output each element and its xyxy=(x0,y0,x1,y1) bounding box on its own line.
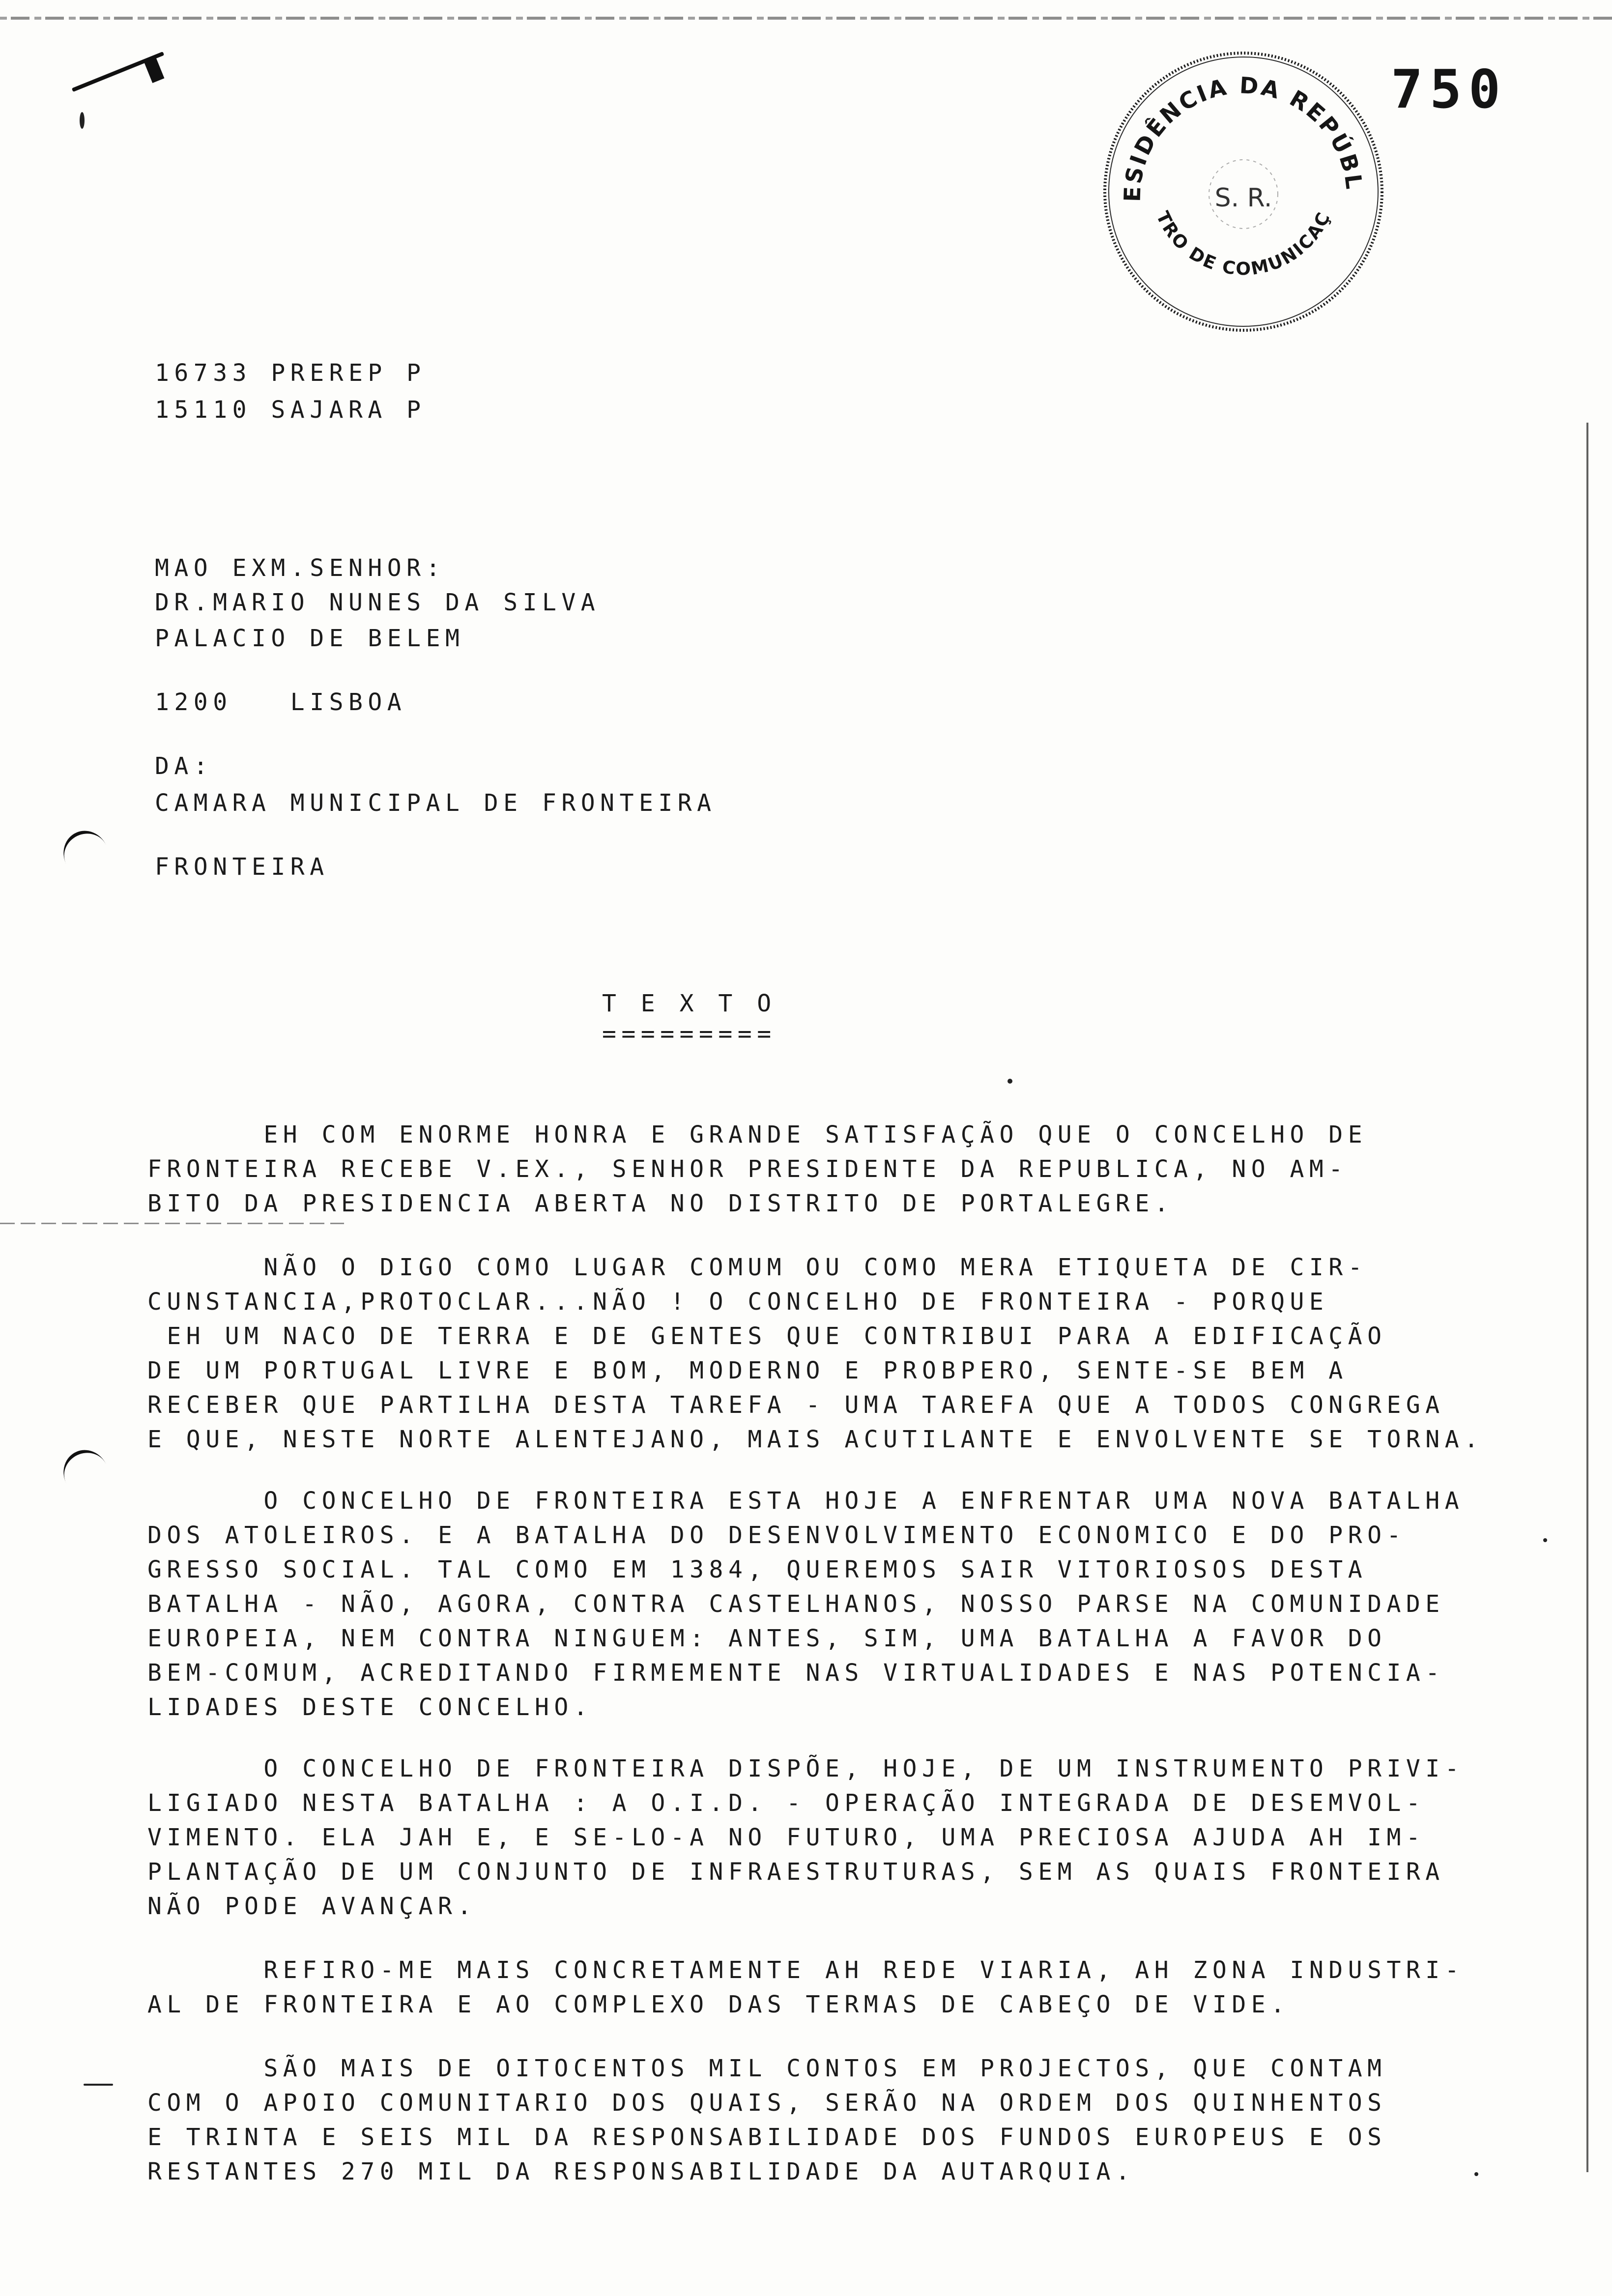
presidency-stamp xyxy=(1096,44,1391,339)
paragraph-4-line: NÃO PODE AVANÇAR. xyxy=(147,1893,477,1920)
paragraph-6-line: SÃO MAIS DE OITOCENTOS MIL CONTOS EM PROJECTOS, QUE CONTAM xyxy=(147,2055,1387,2082)
text-heading-underline: ========= xyxy=(602,1020,777,1048)
scan-right-border xyxy=(1586,423,1588,2172)
routing-code-2: 15110 SAJARA P xyxy=(155,396,426,424)
sender-name: CAMARA MUNICIPAL DE FRONTEIRA xyxy=(155,789,717,817)
paragraph-5-line: AL DE FRONTEIRA E AO COMPLEXO DAS TERMAS DE CABEÇO DE VIDE. xyxy=(147,1991,1290,2018)
addressee-postal: 1200 LISBOA xyxy=(155,689,407,716)
stamp-ring-top: ESIDÊNCIA DA REPÚBL xyxy=(1119,72,1368,202)
paragraph-4-line: VIMENTO. ELA JAH E, E SE-LO-A NO FUTURO, UMA PRECIOSA AJUDA AH IM- xyxy=(147,1824,1426,1851)
paragraph-3-line: EUROPEIA, NEM CONTRA NINGUEM: ANTES, SIM, UMA BATALHA A FAVOR DO xyxy=(147,1625,1387,1652)
paragraph-2-line: EH UM NACO DE TERRA E DE GENTES QUE CONTRIBUI PARA A EDIFICAÇÃO xyxy=(147,1322,1387,1350)
svg-text:PRESIDÊNCIA DA REPÚBLICA xyxy=(1096,44,1368,202)
paragraph-2-line: RECEBER QUE PARTILHA DESTA TAREFA - UMA TAREFA QUE A TODOS CONGREGA xyxy=(147,1391,1445,1419)
scan-speck xyxy=(1543,1538,1547,1542)
punch-hole-top xyxy=(56,824,116,886)
paragraph-3-line: LIDADES DESTE CONCELHO. xyxy=(147,1693,593,1721)
punch-hole-bottom xyxy=(56,1443,116,1505)
paragraph-2-line: NÃO O DIGO COMO LUGAR COMUM OU COMO MERA ETIQUETA DE CIR- xyxy=(147,1254,1368,1281)
paragraph-3-line: GRESSO SOCIAL. TAL COMO EM 1384, QUEREMOS SAIR VITORIOSOS DESTA xyxy=(147,1556,1368,1583)
paragraph-2-line: DE UM PORTUGAL LIVRE E BOM, MODERNO E PROBPERO, SENTE-SE BEM A xyxy=(147,1357,1348,1384)
stamp-ring-bottom: TRO DE COMUNICAÇ xyxy=(1152,208,1335,280)
paragraph-6-line: COM O APOIO COMUNITARIO DOS QUAIS, SERÃO NA ORDEM DOS QUINHENTOS xyxy=(147,2089,1387,2117)
staple-mark-end xyxy=(144,56,165,83)
scan-fold-mark xyxy=(0,1223,344,1224)
addressee-name: DR.MARIO NUNES DA SILVA xyxy=(155,589,601,616)
paragraph-6-line: E TRINTA E SEIS MIL DA RESPONSABILIDADE DOS FUNDOS EUROPEUS E OS xyxy=(147,2124,1387,2151)
routing-code-1: 16733 PREREP P xyxy=(155,359,426,387)
text-heading: T E X T O xyxy=(602,990,777,1017)
paragraph-2-line: E QUE, NESTE NORTE ALENTEJANO, MAIS ACUTILANTE E ENVOLVENTE SE TORNA. xyxy=(147,1426,1484,1453)
scan-speck xyxy=(1008,1079,1012,1084)
paragraph-1-line: BITO DA PRESIDENCIA ABERTA NO DISTRITO DE PORTALEGRE. xyxy=(147,1190,1174,1217)
paragraph-1-line: EH COM ENORME HONRA E GRANDE SATISFAÇÃO QUE O CONCELHO DE xyxy=(147,1121,1368,1148)
paragraph-4-line: O CONCELHO DE FRONTEIRA DISPÕE, HOJE, DE UM INSTRUMENTO PRIVI- xyxy=(147,1755,1465,1782)
paragraph-6-line: RESTANTES 270 MIL DA RESPONSABILIDADE DA AUTARQUIA. xyxy=(147,2158,1135,2185)
paragraph-3-line: DOS ATOLEIROS. E A BATALHA DO DESENVOLVIMENTO ECONOMICO E DO PRO- xyxy=(147,1521,1406,1549)
addressee-salutation: MAO EXM.SENHOR: xyxy=(155,554,445,582)
sender-label: DA: xyxy=(155,752,213,780)
stamp-seal-graphic xyxy=(1096,44,1391,339)
paragraph-5-line: REFIRO-ME MAIS CONCRETAMENTE AH REDE VIARIA, AH ZONA INDUSTRI- xyxy=(147,1956,1465,1984)
sender-town: FRONTEIRA xyxy=(155,853,329,881)
paragraph-2-line: CUNSTANCIA,PROTOCLAR...NÃO ! O CONCELHO DE FRONTEIRA - PORQUE xyxy=(147,1288,1329,1316)
paragraph-3-line: BATALHA - NÃO, AGORA, CONTRA CASTELHANOS, NOSSO PARSE NA COMUNIDADE xyxy=(147,1590,1445,1618)
paragraph-4-line: LIGIADO NESTA BATALHA : A O.I.D. - OPERAÇÃO INTEGRADA DE DESEMVOL- xyxy=(147,1789,1426,1817)
paragraph-4-line: PLANTAÇÃO DE UM CONJUNTO DE INFRAESTRUTURAS, SEM AS QUAIS FRONTEIRA xyxy=(147,1858,1445,1886)
scan-speck xyxy=(1474,2172,1478,2176)
paragraph-1-line: FRONTEIRA RECEBE V.EX., SENHOR PRESIDENTE DA REPUBLICA, NO AM- xyxy=(147,1155,1348,1183)
addressee-place: PALACIO DE BELEM xyxy=(155,625,465,652)
document-number: 750 xyxy=(1391,59,1508,120)
paragraph-3-line: BEM-COMUM, ACREDITANDO FIRMEMENTE NAS VIRTUALIDADES E NAS POTENCIA- xyxy=(147,1659,1445,1687)
scan-speck xyxy=(80,112,85,129)
scan-speck xyxy=(84,2084,113,2086)
scan-top-border xyxy=(0,17,1612,20)
paragraph-3-line: O CONCELHO DE FRONTEIRA ESTA HOJE A ENFRENTAR UMA NOVA BATALHA xyxy=(147,1487,1465,1515)
stamp-center-text: S. R. xyxy=(1214,183,1272,213)
